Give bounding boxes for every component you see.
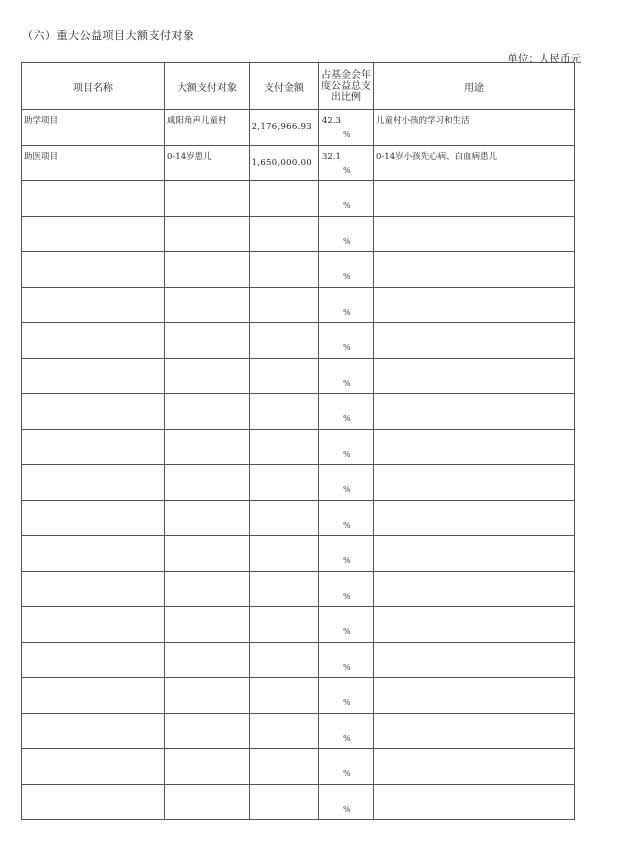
header-amount: 支付金额 xyxy=(250,63,319,110)
cell-amount xyxy=(250,500,319,536)
cell-ratio xyxy=(319,216,374,252)
percent-sign: % xyxy=(343,591,351,601)
cell-ratio xyxy=(319,323,374,359)
cell-payment-target xyxy=(165,713,250,749)
cell-project-name: 助学项目 xyxy=(22,110,165,146)
percent-sign: % xyxy=(343,556,351,565)
header-project-name: 项目名称 xyxy=(22,63,165,110)
cell-project-name xyxy=(22,181,165,217)
cell-project-name xyxy=(22,642,165,678)
cell-amount xyxy=(250,678,319,714)
table-row-empty xyxy=(22,536,575,572)
cell-payment-target xyxy=(165,678,250,714)
header-payment-target: 大额支付对象 xyxy=(165,63,250,110)
table-row-empty xyxy=(22,749,575,785)
cell-usage xyxy=(374,571,575,607)
table-row-empty xyxy=(22,323,575,359)
cell-ratio xyxy=(319,642,374,678)
cell-usage xyxy=(374,749,575,785)
cell-ratio xyxy=(319,749,374,785)
section-title: （六）重大公益项目大额支付对象 xyxy=(22,29,195,42)
table-row-empty xyxy=(22,181,575,217)
table-row-empty xyxy=(22,500,575,536)
cell-amount: 2,176,966.93 xyxy=(250,110,319,146)
cell-project-name xyxy=(22,429,165,465)
cell-usage: 0-14岁小孩先心病、白血病患儿 xyxy=(374,145,575,181)
percent-sign: % xyxy=(343,343,351,352)
percent-sign: % xyxy=(343,769,351,778)
cell-usage xyxy=(374,358,575,394)
cell-amount xyxy=(250,394,319,430)
cell-ratio xyxy=(319,181,374,217)
cell-usage xyxy=(374,678,575,714)
cell-amount xyxy=(250,287,319,323)
cell-usage xyxy=(374,642,575,678)
table-row-empty xyxy=(22,429,575,465)
table-row-empty xyxy=(22,571,575,607)
cell-ratio xyxy=(319,784,374,820)
cell-project-name xyxy=(22,323,165,359)
table-row-empty xyxy=(22,784,575,820)
table-row-empty xyxy=(22,678,575,714)
cell-usage xyxy=(374,465,575,501)
cell-project-name xyxy=(22,607,165,643)
cell-ratio xyxy=(319,358,374,394)
percent-sign: % xyxy=(343,520,351,530)
cell-amount xyxy=(250,252,319,288)
cell-usage xyxy=(374,607,575,643)
cell-usage xyxy=(374,500,575,536)
cell-amount xyxy=(250,784,319,820)
cell-usage xyxy=(374,394,575,430)
cell-amount xyxy=(250,749,319,785)
percent-sign: % xyxy=(343,733,351,743)
table-row-empty xyxy=(22,216,575,252)
cell-ratio xyxy=(319,500,374,536)
cell-ratio xyxy=(319,287,374,323)
cell-payment-target xyxy=(165,252,250,288)
cell-amount xyxy=(250,358,319,394)
cell-ratio xyxy=(319,678,374,714)
percent-sign: % xyxy=(343,378,351,388)
cell-project-name xyxy=(22,536,165,572)
cell-project-name xyxy=(22,713,165,749)
percent-sign: % xyxy=(343,662,351,672)
cell-payment-target xyxy=(165,287,250,323)
cell-payment-target xyxy=(165,749,250,785)
cell-amount xyxy=(250,607,319,643)
cell-usage xyxy=(374,216,575,252)
cell-payment-target xyxy=(165,429,250,465)
cell-payment-target xyxy=(165,323,250,359)
percent-sign: % xyxy=(343,414,351,423)
cell-ratio: 32.1 % xyxy=(319,145,374,181)
percent-sign: % xyxy=(343,201,351,210)
header-usage: 用途 xyxy=(374,63,575,110)
cell-usage xyxy=(374,323,575,359)
cell-project-name xyxy=(22,678,165,714)
cell-project-name xyxy=(22,571,165,607)
cell-amount xyxy=(250,216,319,252)
table-row-empty xyxy=(22,358,575,394)
cell-project-name xyxy=(22,749,165,785)
cell-project-name xyxy=(22,358,165,394)
cell-usage xyxy=(374,536,575,572)
cell-ratio xyxy=(319,536,374,572)
payment-table xyxy=(21,62,575,820)
cell-payment-target: 咸阳角声儿童村 xyxy=(165,110,250,146)
cell-payment-target xyxy=(165,216,250,252)
cell-payment-target xyxy=(165,465,250,501)
cell-payment-target xyxy=(165,358,250,394)
header-ratio: 占基金会年度公益总支出比例 xyxy=(319,63,374,110)
cell-usage xyxy=(374,784,575,820)
cell-ratio: 42.3 % xyxy=(319,110,374,146)
percent-sign: % xyxy=(343,449,351,459)
cell-amount xyxy=(250,323,319,359)
cell-project-name xyxy=(22,287,165,323)
cell-payment-target xyxy=(165,536,250,572)
cell-ratio xyxy=(319,252,374,288)
cell-ratio xyxy=(319,571,374,607)
cell-payment-target: 0-14岁患儿 xyxy=(165,145,250,181)
cell-amount: 1,650,000.00 xyxy=(250,145,319,181)
cell-project-name xyxy=(22,500,165,536)
table-row xyxy=(22,145,575,181)
cell-payment-target xyxy=(165,394,250,430)
cell-ratio xyxy=(319,429,374,465)
cell-amount xyxy=(250,571,319,607)
table-row-empty xyxy=(22,287,575,323)
percent-sign: % xyxy=(343,627,351,636)
cell-payment-target xyxy=(165,642,250,678)
currency-unit: 单位：人民币元 xyxy=(507,53,581,65)
cell-usage xyxy=(374,252,575,288)
percent-sign: % xyxy=(343,698,351,707)
cell-payment-target xyxy=(165,571,250,607)
cell-ratio xyxy=(319,394,374,430)
table-row-empty xyxy=(22,465,575,501)
cell-ratio xyxy=(319,607,374,643)
cell-amount xyxy=(250,536,319,572)
cell-amount xyxy=(250,465,319,501)
cell-amount xyxy=(250,713,319,749)
table-row-empty xyxy=(22,252,575,288)
table-row-empty xyxy=(22,713,575,749)
cell-project-name: 助医项目 xyxy=(22,145,165,181)
cell-usage xyxy=(374,287,575,323)
cell-payment-target xyxy=(165,500,250,536)
header-row xyxy=(22,63,575,110)
cell-usage xyxy=(374,429,575,465)
cell-amount xyxy=(250,181,319,217)
cell-project-name xyxy=(22,465,165,501)
cell-ratio xyxy=(319,465,374,501)
percent-sign: % xyxy=(343,236,351,246)
percent-sign: % xyxy=(343,485,351,494)
percent-sign: % xyxy=(343,307,351,317)
table-row-empty xyxy=(22,642,575,678)
cell-payment-target xyxy=(165,607,250,643)
percent-sign: % xyxy=(343,272,351,281)
cell-usage xyxy=(374,181,575,217)
cell-usage: 儿童村小孩的学习和生活 xyxy=(374,110,575,146)
cell-project-name xyxy=(22,394,165,430)
cell-amount xyxy=(250,429,319,465)
cell-payment-target xyxy=(165,181,250,217)
table-row-empty xyxy=(22,394,575,430)
cell-payment-target xyxy=(165,784,250,820)
cell-amount xyxy=(250,642,319,678)
cell-project-name xyxy=(22,784,165,820)
cell-project-name xyxy=(22,216,165,252)
table-row-empty xyxy=(22,607,575,643)
cell-usage xyxy=(374,713,575,749)
cell-ratio xyxy=(319,713,374,749)
table-row xyxy=(22,110,575,146)
percent-sign: % xyxy=(343,804,351,814)
cell-project-name xyxy=(22,252,165,288)
